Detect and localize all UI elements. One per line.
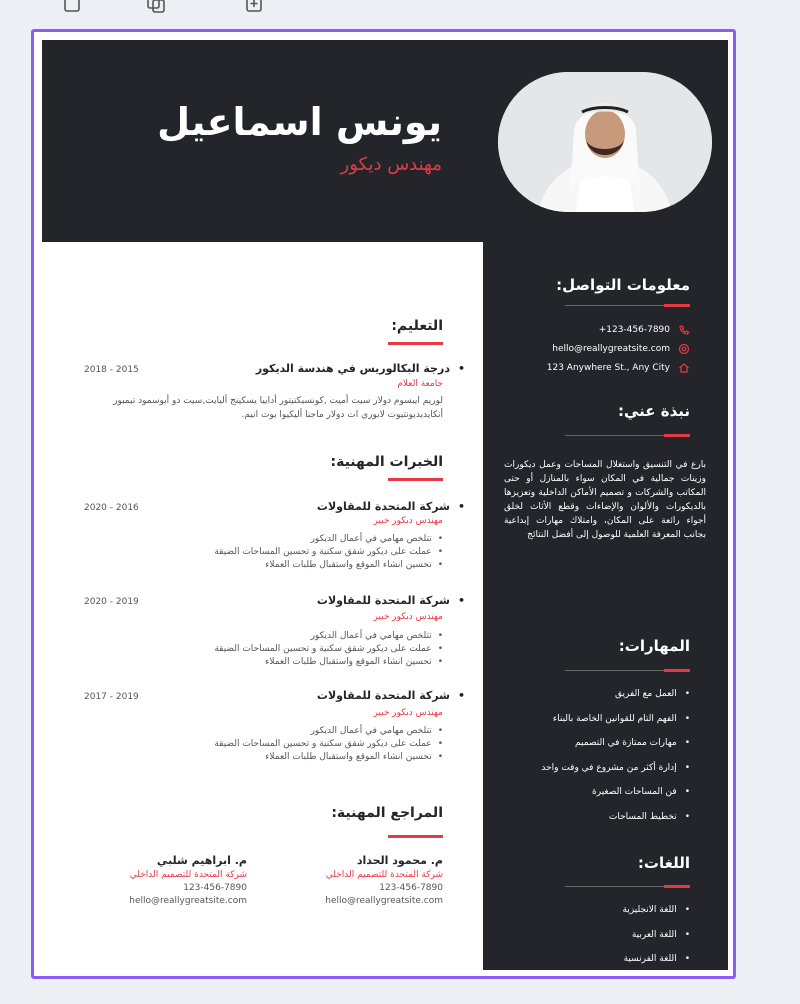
education-title: التعليم:: [391, 318, 443, 334]
contact-phone-row: [490, 322, 690, 338]
list-item: • عملت على ديكور شقق سكنية و تحسين المساحات الضيقة: [214, 739, 443, 752]
experience-dates: 2020 - 2019: [84, 597, 139, 607]
list-item: • تحسين انشاء الموقع واستقبال طلبات العملاء: [214, 560, 443, 573]
list-item: • فن المساحات الصغيرة: [541, 787, 690, 812]
reference-phone: 123-456-7890: [183, 883, 247, 893]
candidate-job-title: مهندس ديكور: [340, 154, 442, 175]
list-item: • تحسين انشاء الموقع واستقبال طلبات العملاء: [214, 752, 443, 765]
candidate-name: يونس اسماعيل: [157, 100, 442, 144]
about-divider: [565, 435, 690, 436]
experience-company: • شركة المتحدة للمقاولات: [45, 689, 465, 702]
languages-title: اللغات:: [637, 854, 690, 872]
reference-card: [129, 854, 247, 908]
list-item: • عملت على ديكور شقق سكنية و تحسين المساحات الضيقة: [214, 547, 443, 560]
experience-role: مهندس ديكور خبير: [373, 612, 443, 622]
list-item: • تحسين انشاء الموقع واستقبال طلبات العملاء: [214, 657, 443, 670]
list-item: • مهارات ممتازة في التصميم: [541, 738, 690, 763]
list-item: • عملت على ديكور شقق سكنية و تحسين المساحات الضيقة: [214, 644, 443, 657]
list-item: • اللغة الفرنسية: [622, 954, 690, 970]
education-university: جامعة العلام: [397, 379, 443, 389]
list-item: • تتلخص مهامي في أعمال الديكور: [214, 631, 443, 644]
reference-name: م. ابراهيم شلبي: [156, 854, 247, 867]
contact-address-row: [490, 360, 690, 376]
editor-toolbar: [0, 0, 800, 22]
reference-name: م. محمود الحداد: [356, 854, 443, 867]
resume-header: [42, 40, 728, 242]
list-item: • تتلخص مهامي في أعمال الديكور: [214, 534, 443, 547]
experience-title: الخبرات المهنية:: [330, 454, 443, 470]
email-icon: [678, 343, 690, 355]
education-divider: [388, 342, 443, 345]
references-title: المراجع المهنية:: [331, 805, 443, 821]
phone-icon: [678, 324, 690, 336]
experience-dates: 2017 - 2019: [84, 692, 139, 702]
languages-divider: [565, 886, 690, 887]
education-dates: 2018 - 2015: [84, 365, 139, 375]
sidebar: [483, 242, 728, 970]
add-page-icon[interactable]: [244, 0, 264, 14]
list-item: • الفهم التام للقوانين الخاصة بالبناء: [541, 714, 690, 739]
experience-role: مهندس ديكور خبير: [373, 708, 443, 718]
experience-company: • شركة المتحدة للمقاولات: [45, 594, 465, 607]
references-divider: [388, 835, 443, 838]
reference-card: [325, 854, 443, 908]
reference-phone: 123-456-7890: [379, 883, 443, 893]
experience-bullets: [214, 534, 443, 573]
contact-divider: [565, 305, 690, 306]
reference-email: hello@reallygreatsite.com: [325, 896, 443, 906]
reference-company: شركة المتحدة للتصميم الداخلي: [129, 870, 247, 880]
duplicate-icon[interactable]: [146, 0, 166, 14]
experience-dates: 2020 - 2016: [84, 503, 139, 513]
about-title: نبذة عني:: [617, 402, 690, 420]
reference-company: شركة المتحدة للتصميم الداخلي: [325, 870, 443, 880]
list-item: • تخطيط المساحات: [541, 812, 690, 837]
experience-divider: [388, 478, 443, 481]
home-icon: [678, 362, 690, 374]
skills-list: [541, 689, 690, 836]
contact-title: معلومات التواصل:: [556, 276, 690, 294]
skills-divider: [565, 670, 690, 671]
experience-role: مهندس ديكور خبير: [373, 516, 443, 526]
reference-email: hello@reallygreatsite.com: [129, 896, 247, 906]
list-item: • تتلخص مهامي في أعمال الديكور: [214, 726, 443, 739]
languages-list: [622, 905, 690, 970]
list-item: • اللغة العربية: [622, 930, 690, 955]
contact-phone: +123-456-7890: [598, 325, 670, 335]
skills-title: المهارات:: [618, 637, 690, 655]
about-text: بارع في التنسيق واستغلال المساحات وعمل ديكورات وزينات جمالية في المكان سواء بالمنازل أو حتى المكاتب والشركات و تصميم الأماكن الداخلية وتعزيزها بالديكورات والألوان والإضاءات وقطع الأثاث لخلق أجواء رائعة على المكان، وامتلاك مهارات إبداعية بجانب المعرفة العلمية للوصول إلى أفضل النتائج: [504, 460, 706, 540]
contact-email-row: [490, 341, 690, 357]
main-content: [42, 242, 483, 970]
page-icon[interactable]: [62, 0, 82, 14]
experience-company: • شركة المتحدة للمقاولات: [45, 500, 465, 513]
contact-email: hello@reallygreatsite.com: [552, 344, 670, 354]
education-degree: • درجة البكالوريس في هندسة الديكور: [45, 362, 465, 375]
profile-photo: [498, 72, 712, 212]
list-item: • العمل مع الفريق: [541, 689, 690, 714]
resume-page: [42, 40, 728, 970]
contact-address: 123 Anywhere St., Any City: [546, 363, 670, 373]
list-item: • اللغة الانجليزية: [622, 905, 690, 930]
experience-bullets: [214, 726, 443, 765]
experience-bullets: [214, 631, 443, 670]
list-item: • إدارة أكثر من مشروع في وقت واحد: [541, 763, 690, 788]
education-description: لوريم ايبسوم دولار سيت أميت ,كونسيكتيتور أداييا يسكينج أليايت,سيت دو أيوسمود تيمبور أنكايديديونتيوت لابوري ات دولار ماجنا أليكيوا يوت انيم.: [113, 396, 443, 420]
